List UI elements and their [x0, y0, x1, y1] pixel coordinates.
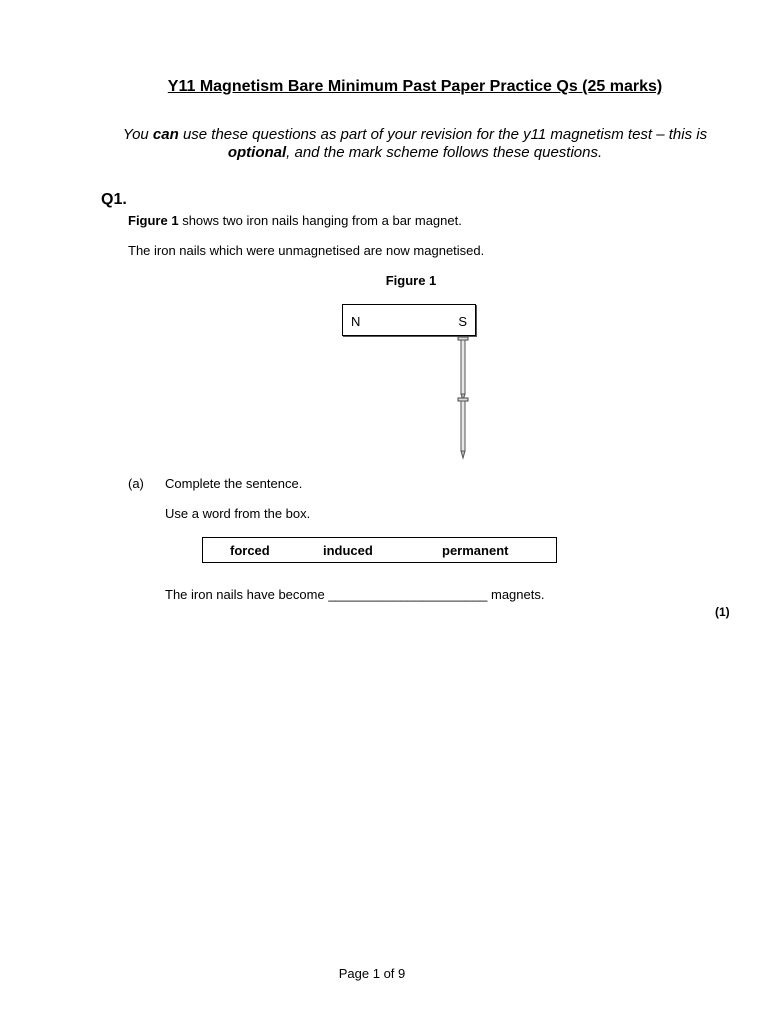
page-number: Page 1 of 9: [338, 966, 406, 981]
part-hint: Use a word from the box.: [165, 506, 311, 521]
intro-text: [60, 126, 768, 162]
word-option: induced: [323, 543, 373, 558]
iron-nail-upper: [458, 337, 468, 400]
question-intro-line: [128, 213, 462, 228]
intro-part-1: You: [122, 126, 153, 143]
magnet-south-pole: S: [458, 314, 467, 329]
figure-label: Figure 1: [385, 273, 437, 288]
part-instruction: Complete the sentence.: [165, 476, 303, 491]
intro-part-2: use these questions as part of your revision for the y11 magnetism test – this is: [178, 126, 708, 143]
word-choice-box: [202, 537, 557, 563]
bar-magnet: [342, 304, 476, 336]
part-label: (a): [128, 476, 144, 491]
completion-sentence: The iron nails have become ______________________ magnets.: [165, 587, 545, 602]
iron-nail-lower: [458, 398, 468, 458]
iron-nails-illustration: [455, 336, 473, 460]
question-number: Q1.: [101, 191, 127, 208]
marks-indicator: (1): [715, 605, 730, 619]
question-intro-rest: shows two iron nails hanging from a bar magnet.: [178, 213, 462, 228]
intro-part-3: , and the mark scheme follows these questions.: [286, 144, 603, 161]
question-context-line: The iron nails which were unmagnetised are now magnetised.: [128, 243, 485, 258]
word-option: permanent: [442, 543, 509, 558]
page-title: Y11 Magnetism Bare Minimum Past Paper Practice Qs (25 marks): [167, 78, 663, 95]
intro-emphasis-can: can: [152, 126, 179, 143]
magnet-north-pole: N: [351, 314, 361, 329]
intro-emphasis-optional: optional: [227, 144, 287, 161]
word-option: forced: [230, 543, 270, 558]
figure-reference: Figure 1: [128, 213, 179, 228]
